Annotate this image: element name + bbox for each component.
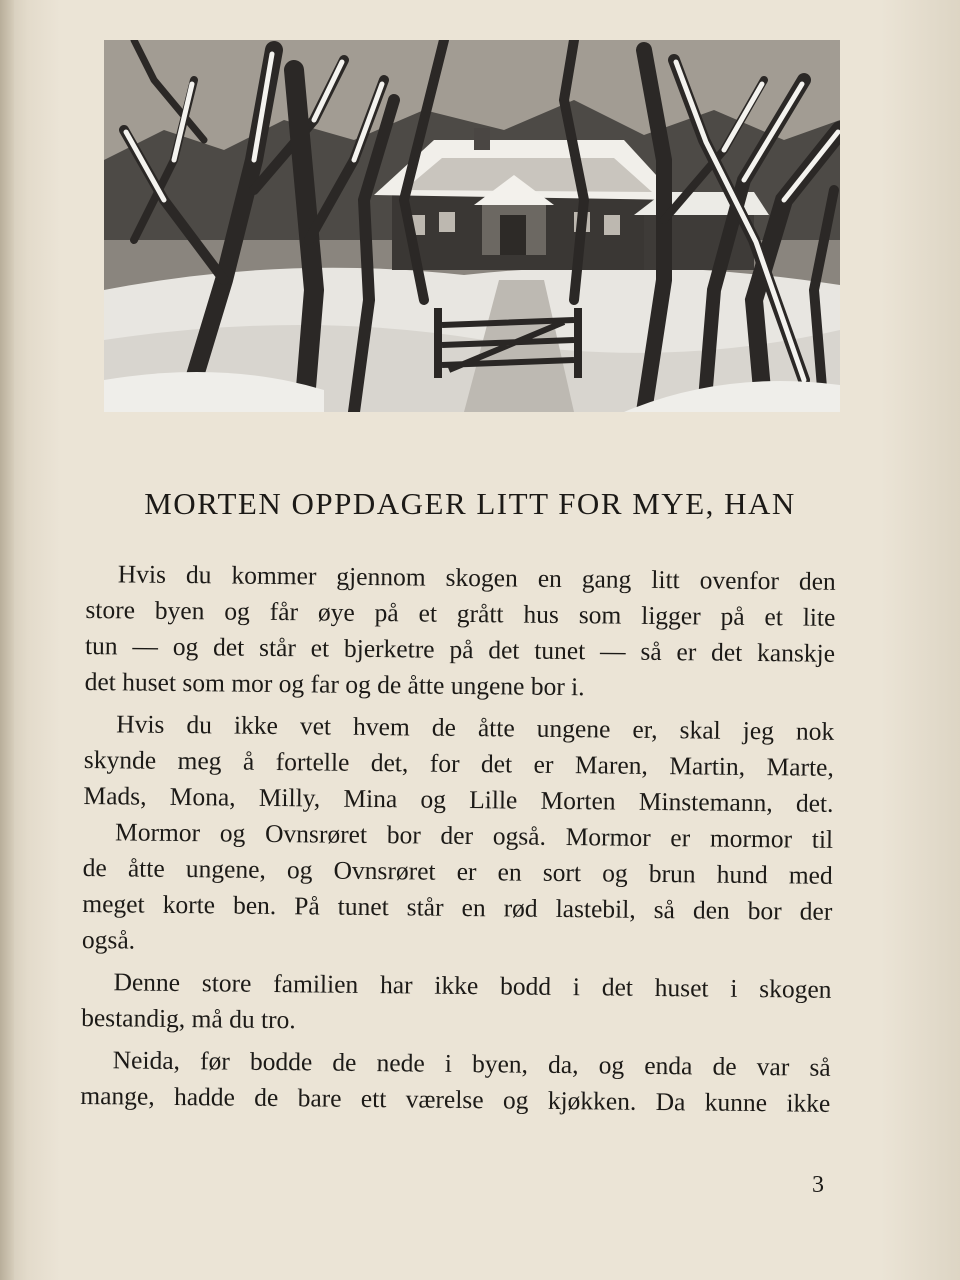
text-line: Hvis du kommer gjennom skogen en gang litt ovenfor den [117, 559, 836, 596]
text-line: Hvis du ikke vet hvem de åtte ungene er, skal jeg nok [116, 709, 835, 746]
text-line: Neida, før bodde de nede i byen, da, og enda de var så [112, 1045, 831, 1082]
text-line: Mads, Mona, Milly, Mina og Lille Morten Minstemann, det. [83, 780, 834, 818]
text-line: de åtte ungene, og Ovnsrøret er en sort og brun hund med [82, 852, 833, 890]
text-line: skynde meg å fortelle det, for det er Maren, Martin, Marte, [83, 744, 834, 782]
paragraph-4 [81, 964, 832, 1044]
text-line: Mormor og Ovnsrøret bor der også. Mormor er mormor til [114, 817, 834, 854]
text-line: det huset som mor og far og de åtte ungene bor i. [84, 666, 585, 702]
book-spine [0, 0, 14, 1280]
paragraph-3 [82, 814, 833, 966]
text-line: Denne store familien har ikke bodd i det huset i skogen [113, 967, 832, 1004]
text-line: mange, hadde de bare ett værelse og kjøkken. Da kunne ikke [80, 1080, 831, 1118]
paragraph-5 [80, 1042, 831, 1122]
page-number: 3 [812, 1172, 824, 1198]
text-line: også. [81, 924, 136, 955]
paragraph-2 [83, 706, 834, 822]
text-line: meget korte ben. På tunet står en rød lastebil, så den bor der [82, 888, 833, 926]
text-line: bestandig, må du tro. [81, 1002, 296, 1035]
winter-farmhouse-illustration [104, 40, 840, 412]
chapter-title: MORTEN OPPDAGER LITT FOR MYE, HAN [144, 486, 796, 521]
text-line: tun — og det står et bjerketre på det tunet — så er det kanskje [84, 630, 836, 668]
paragraph-1 [84, 556, 835, 708]
body-text [80, 556, 836, 1122]
text-line: store byen og får øye på et grått hus som ligger på et lite [85, 594, 836, 632]
